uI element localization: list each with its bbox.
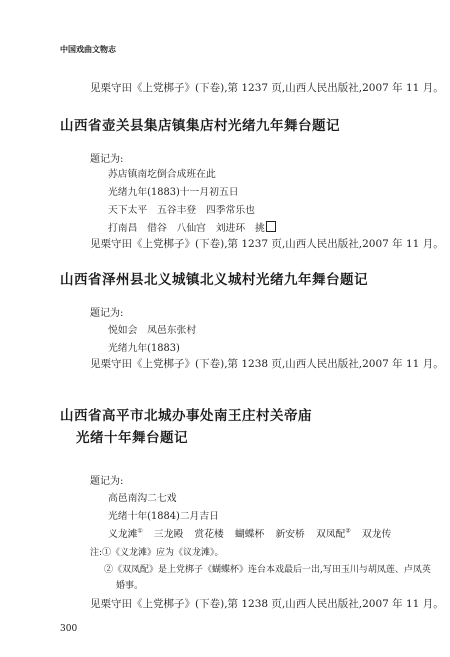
page-number: 300 [60,624,78,634]
section-1-title: 山西省壶关县集店镇集店村光绪九年舞台题记 [60,118,340,134]
section-1-line-4-text: 打南昌 借谷 八仙宫 刘进环 挑 [108,223,265,234]
source-citation-1: 见栗守田《上党梆子》(下卷),第 1237 页,山西人民出版社,2007 年 11 月。 [90,238,444,250]
play-7: 双龙传 [361,529,392,540]
running-header: 中国戏曲文物志 [60,45,116,54]
section-3-intro: 题记为: [90,476,124,487]
section-3-title-line-1: 山西省高平市北城办事处南王庄村关帝庙 [60,408,312,424]
section-3-plays-row [108,526,391,540]
note-2: ②《双凤配》是上党梆子《蝴蝶杯》连台本戏最后一出,写田玉川与胡凤莲、卢凤英 [104,565,431,575]
section-2-intro: 题记为: [90,308,124,319]
note-mark-2: ② [345,527,351,535]
section-2-line-2: 光绪九年(1883) [108,343,180,354]
section-2-title: 山西省泽州县北义城镇北义城村光绪九年舞台题记 [60,272,368,288]
note-mark-1: ① [137,527,143,535]
section-1-intro: 题记为: [90,154,124,165]
play-6: 双凤配 [315,529,346,540]
note-label: 注: [90,548,103,558]
play-4: 蝴蝶杯 [234,529,265,540]
note-1-text: ①《义龙滩》应为《议龙滩》。 [102,548,224,558]
section-1-line-2: 光绪九年(1883)十一月初五日 [108,187,239,198]
note-1 [90,545,224,558]
source-citation-top: 见栗守田《上党梆子》(下卷),第 1237 页,山西人民出版社,2007 年 11 月。 [90,82,444,94]
note-2-continued: 婚事。 [116,581,144,591]
source-citation-3: 见栗守田《上党梆子》(下卷),第 1238 页,山西人民出版社,2007 年 11 月。 [90,598,444,610]
section-1-line-4 [108,220,276,234]
play-3: 赏花楼 [194,529,224,540]
section-3-title-line-2: 光绪十年舞台题记 [76,430,188,446]
section-3-line-2: 光绪十年(1884)二月吉日 [108,511,219,522]
play-2: 三龙殿 [153,529,184,540]
section-3-line-1: 高邑南沟二七戏 [108,493,177,504]
section-1-line-1: 苏店镇南圪倒合成班在此 [108,169,216,180]
section-2-line-1: 悦如会 凤邑东张村 [108,325,197,336]
play-1: 义龙滩 [108,529,138,540]
source-citation-2: 见栗守田《上党梆子》(下卷),第 1238 页,山西人民出版社,2007 年 11 月。 [90,358,444,370]
section-1-line-3: 天下太平 五谷丰登 四季常乐也 [108,205,255,216]
play-5: 新安桥 [275,529,305,540]
missing-character-box [266,221,276,232]
